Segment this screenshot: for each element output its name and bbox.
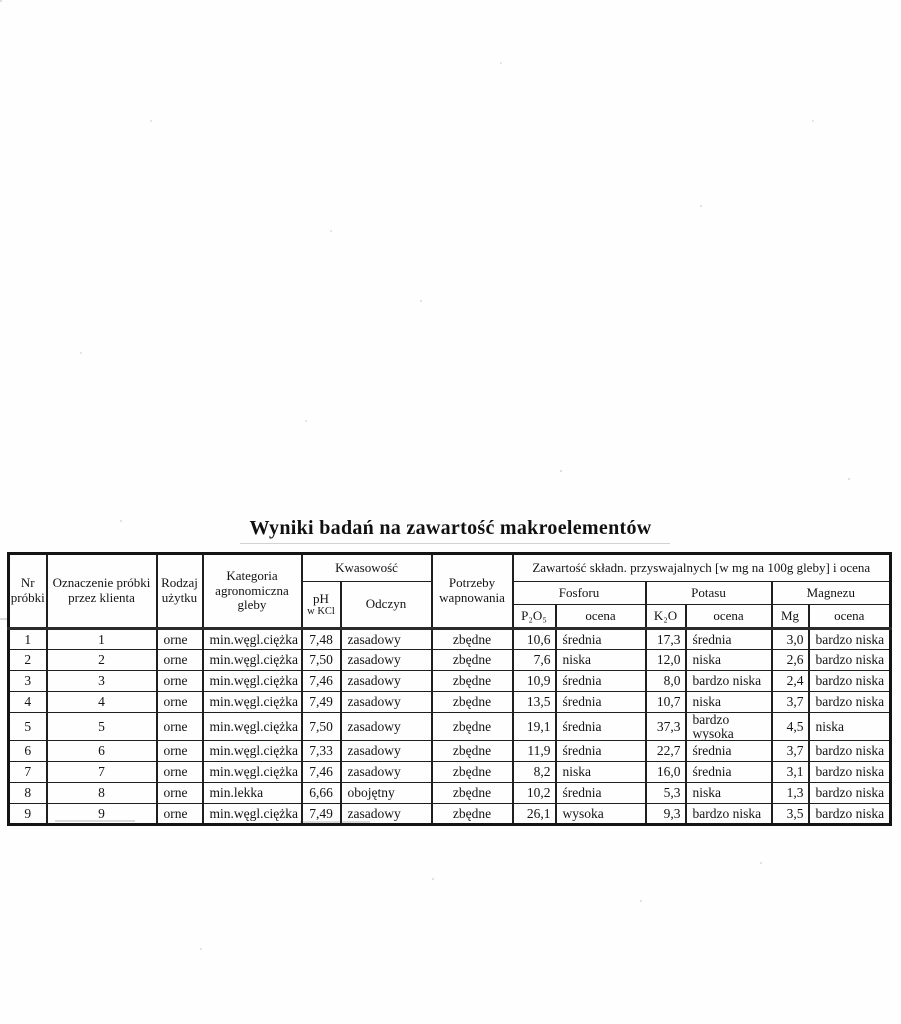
p2o5-ocena-cell: średnia bbox=[556, 692, 646, 713]
odczyn-cell: obojętny bbox=[341, 783, 432, 804]
mg-value-cell: 3,7 bbox=[772, 692, 809, 713]
oznaczenie-cell: 7 bbox=[47, 762, 157, 783]
ph-cell: 7,49 bbox=[302, 804, 341, 825]
p2o5-ocena-cell: średnia bbox=[556, 713, 646, 741]
rodzaj-uzytku-cell: orne bbox=[157, 650, 203, 671]
col-header-k2o: K₂O bbox=[646, 605, 686, 629]
table-row bbox=[9, 783, 891, 804]
p2o5-value-cell: 19,1 bbox=[513, 713, 556, 741]
table-row bbox=[9, 762, 891, 783]
mg-value-cell: 1,3 bbox=[772, 783, 809, 804]
p2o5-value-cell: 10,9 bbox=[513, 671, 556, 692]
kategoria-cell: min.węgl.ciężka bbox=[203, 804, 302, 825]
potrzeby-cell: zbędne bbox=[432, 762, 513, 783]
nr-probki-cell: 8 bbox=[9, 783, 47, 804]
table-row bbox=[9, 804, 891, 825]
page-title: Wyniki badań na zawartość makroelementów bbox=[249, 517, 652, 539]
mg-ocena-cell: niska bbox=[809, 713, 891, 741]
col-header-odczyn: Odczyn bbox=[341, 582, 432, 629]
p2o5-ocena-cell: średnia bbox=[556, 629, 646, 650]
odczyn-cell: zasadowy bbox=[341, 650, 432, 671]
rodzaj-uzytku-cell: orne bbox=[157, 692, 203, 713]
potrzeby-cell: zbędne bbox=[432, 650, 513, 671]
table-body bbox=[9, 629, 891, 825]
col-header-ocena-magnezu: ocena bbox=[809, 605, 891, 629]
mg-ocena-cell: bardzo niska bbox=[809, 804, 891, 825]
col-header-oznaczenie: Oznaczenie próbki przez klienta bbox=[47, 554, 157, 629]
mg-value-cell: 2,6 bbox=[772, 650, 809, 671]
table-row bbox=[9, 671, 891, 692]
oznaczenie-cell: 1 bbox=[47, 629, 157, 650]
p2o5-value-cell: 10,2 bbox=[513, 783, 556, 804]
nr-probki-cell: 2 bbox=[9, 650, 47, 671]
p2o5-value-cell: 10,6 bbox=[513, 629, 556, 650]
k2o-ocena-cell: bardzo wysoka bbox=[686, 713, 772, 741]
group-header-zawartosc: Zawartość składn. przyswajalnych [w mg na 100g gleby] i ocena bbox=[513, 554, 891, 582]
k2o-ocena-cell: średnia bbox=[686, 629, 772, 650]
oznaczenie-cell: 2 bbox=[47, 650, 157, 671]
rodzaj-uzytku-cell: orne bbox=[157, 629, 203, 650]
potrzeby-cell: zbędne bbox=[432, 671, 513, 692]
k2o-ocena-cell: niska bbox=[686, 783, 772, 804]
mg-ocena-cell: bardzo niska bbox=[809, 741, 891, 762]
mg-value-cell: 3,1 bbox=[772, 762, 809, 783]
col-header-potrzeby-wapnowania: Potrzeby wapnowania bbox=[432, 554, 513, 629]
table-row bbox=[9, 692, 891, 713]
potrzeby-cell: zbędne bbox=[432, 741, 513, 762]
k2o-ocena-cell: średnia bbox=[686, 741, 772, 762]
col-header-mg: Mg bbox=[772, 605, 809, 629]
ph-cell: 7,46 bbox=[302, 671, 341, 692]
mg-ocena-cell: bardzo niska bbox=[809, 650, 891, 671]
potrzeby-cell: zbędne bbox=[432, 783, 513, 804]
p2o5-value-cell: 8,2 bbox=[513, 762, 556, 783]
nr-probki-cell: 3 bbox=[9, 671, 47, 692]
rodzaj-uzytku-cell: orne bbox=[157, 713, 203, 741]
table-row bbox=[9, 650, 891, 671]
odczyn-cell: zasadowy bbox=[341, 762, 432, 783]
table-row bbox=[9, 629, 891, 650]
rodzaj-uzytku-cell: orne bbox=[157, 804, 203, 825]
k2o-ocena-cell: bardzo niska bbox=[686, 671, 772, 692]
k2o-value-cell: 22,7 bbox=[646, 741, 686, 762]
title-underline bbox=[240, 543, 670, 544]
k2o-value-cell: 12,0 bbox=[646, 650, 686, 671]
ph-cell: 7,49 bbox=[302, 692, 341, 713]
nr-probki-cell: 1 bbox=[9, 629, 47, 650]
potrzeby-cell: zbędne bbox=[432, 713, 513, 741]
ph-cell: 7,48 bbox=[302, 629, 341, 650]
mg-value-cell: 2,4 bbox=[772, 671, 809, 692]
group-header-potasu: Potasu bbox=[646, 582, 772, 605]
kategoria-cell: min.węgl.ciężka bbox=[203, 650, 302, 671]
p2o5-ocena-cell: średnia bbox=[556, 741, 646, 762]
kategoria-cell: min.węgl.ciężka bbox=[203, 713, 302, 741]
kategoria-cell: min.węgl.ciężka bbox=[203, 762, 302, 783]
col-header-nr-probki: Nr próbki bbox=[9, 554, 47, 629]
table-row bbox=[9, 713, 891, 741]
col-header-rodzaj-uzytku: Rodzaj użytku bbox=[157, 554, 203, 629]
col-header-ph bbox=[302, 582, 341, 629]
rodzaj-uzytku-cell: orne bbox=[157, 783, 203, 804]
rodzaj-uzytku-cell: orne bbox=[157, 762, 203, 783]
potrzeby-cell: zbędne bbox=[432, 804, 513, 825]
group-header-magnezu: Magnezu bbox=[772, 582, 891, 605]
k2o-value-cell: 37,3 bbox=[646, 713, 686, 741]
nr-probki-cell: 5 bbox=[9, 713, 47, 741]
p2o5-ocena-cell: średnia bbox=[556, 783, 646, 804]
odczyn-cell: zasadowy bbox=[341, 671, 432, 692]
oznaczenie-cell: 3 bbox=[47, 671, 157, 692]
oznaczenie-cell: 5 bbox=[47, 713, 157, 741]
odczyn-cell: zasadowy bbox=[341, 629, 432, 650]
nr-probki-cell: 9 bbox=[9, 804, 47, 825]
k2o-value-cell: 9,3 bbox=[646, 804, 686, 825]
mg-ocena-cell: bardzo niska bbox=[809, 762, 891, 783]
potrzeby-cell: zbędne bbox=[432, 629, 513, 650]
rodzaj-uzytku-cell: orne bbox=[157, 741, 203, 762]
nr-probki-cell: 4 bbox=[9, 692, 47, 713]
p2o5-ocena-cell: średnia bbox=[556, 671, 646, 692]
k2o-ocena-cell: niska bbox=[686, 692, 772, 713]
odczyn-cell: zasadowy bbox=[341, 804, 432, 825]
col-header-kategoria: Kategoria agronomiczna gleby bbox=[203, 554, 302, 629]
k2o-value-cell: 8,0 bbox=[646, 671, 686, 692]
k2o-ocena-cell: niska bbox=[686, 650, 772, 671]
scan-speckle bbox=[0, 0, 2, 2]
k2o-value-cell: 17,3 bbox=[646, 629, 686, 650]
mg-value-cell: 3,5 bbox=[772, 804, 809, 825]
kategoria-cell: min.lekka bbox=[203, 783, 302, 804]
odczyn-cell: zasadowy bbox=[341, 713, 432, 741]
group-header-kwasowosc: Kwasowość bbox=[302, 554, 432, 582]
ph-cell: 6,66 bbox=[302, 783, 341, 804]
mg-ocena-cell: bardzo niska bbox=[809, 692, 891, 713]
oznaczenie-cell: 6 bbox=[47, 741, 157, 762]
k2o-value-cell: 10,7 bbox=[646, 692, 686, 713]
ph-cell: 7,50 bbox=[302, 713, 341, 741]
mg-ocena-cell: bardzo niska bbox=[809, 629, 891, 650]
ph-cell: 7,46 bbox=[302, 762, 341, 783]
nr-probki-cell: 6 bbox=[9, 741, 47, 762]
potrzeby-cell: zbędne bbox=[432, 692, 513, 713]
k2o-ocena-cell: średnia bbox=[686, 762, 772, 783]
ph-cell: 7,33 bbox=[302, 741, 341, 762]
k2o-ocena-cell: bardzo niska bbox=[686, 804, 772, 825]
mg-value-cell: 4,5 bbox=[772, 713, 809, 741]
rodzaj-uzytku-cell: orne bbox=[157, 671, 203, 692]
ph-label: pH bbox=[313, 591, 329, 607]
kategoria-cell: min.węgl.ciężka bbox=[203, 692, 302, 713]
col-header-ocena-potasu: ocena bbox=[686, 605, 772, 629]
mg-ocena-cell: bardzo niska bbox=[809, 671, 891, 692]
kategoria-cell: min.węgl.ciężka bbox=[203, 741, 302, 762]
results-table bbox=[7, 552, 892, 826]
oznaczenie-cell: 4 bbox=[47, 692, 157, 713]
kategoria-cell: min.węgl.ciężka bbox=[203, 629, 302, 650]
k2o-value-cell: 5,3 bbox=[646, 783, 686, 804]
p2o5-ocena-cell: niska bbox=[556, 762, 646, 783]
oznaczenie-cell: 9 bbox=[47, 804, 157, 825]
mg-ocena-cell: bardzo niska bbox=[809, 783, 891, 804]
ph-unit-label: w KCl bbox=[307, 605, 335, 617]
ph-cell: 7,50 bbox=[302, 650, 341, 671]
k2o-value-cell: 16,0 bbox=[646, 762, 686, 783]
col-header-p2o5: P₂O₅ bbox=[513, 605, 556, 629]
oznaczenie-cell: 8 bbox=[47, 783, 157, 804]
odczyn-cell: zasadowy bbox=[341, 741, 432, 762]
nr-probki-cell: 7 bbox=[9, 762, 47, 783]
p2o5-ocena-cell: niska bbox=[556, 650, 646, 671]
mg-value-cell: 3,7 bbox=[772, 741, 809, 762]
p2o5-value-cell: 13,5 bbox=[513, 692, 556, 713]
group-header-fosforu: Fosforu bbox=[513, 582, 646, 605]
kategoria-cell: min.węgl.ciężka bbox=[203, 671, 302, 692]
p2o5-ocena-cell: wysoka bbox=[556, 804, 646, 825]
mg-value-cell: 3,0 bbox=[772, 629, 809, 650]
table-row bbox=[9, 741, 891, 762]
p2o5-value-cell: 26,1 bbox=[513, 804, 556, 825]
p2o5-value-cell: 11,9 bbox=[513, 741, 556, 762]
col-header-ocena-fosforu: ocena bbox=[556, 605, 646, 629]
odczyn-cell: zasadowy bbox=[341, 692, 432, 713]
p2o5-value-cell: 7,6 bbox=[513, 650, 556, 671]
